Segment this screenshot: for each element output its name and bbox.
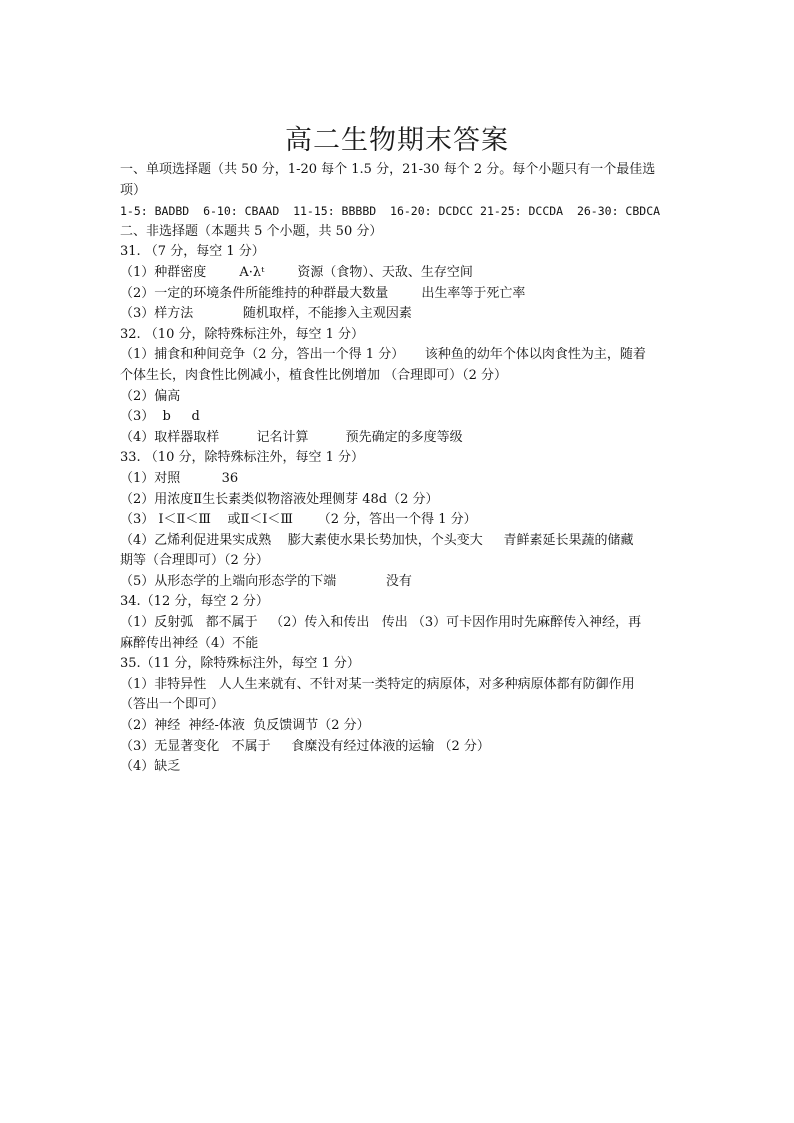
q32-header: 32. （10 分，除特殊标注外，每空 1 分）	[120, 326, 365, 342]
q35-answer-1: （1）非特异性 人人生来就有、不针对某一类特定的病原体，对多种病原体都有防御作用	[120, 676, 635, 692]
q32-answer-4: （4）取样器取样 记名计算 预先确定的多度等级	[120, 429, 463, 445]
q33-answer-2: （2）用浓度Ⅱ生长素类似物溶液处理侧芽 48d（2 分）	[120, 491, 439, 507]
q34-header: 34.（12 分，每空 2 分）	[120, 594, 269, 610]
q35-header: 35.（11 分，除特殊标注外，每空 1 分）	[120, 656, 360, 672]
q32-answer-1: （1）捕食和种间竞争（2 分，答出一个得 1 分） 该种鱼的幼年个体以肉食性为主，随着	[120, 347, 646, 363]
q33-answer-4: （4）乙烯利促进果实成熟 膨大素使水果长势加快，个头变大 青鲜素延长果蔬的储藏	[120, 532, 634, 548]
q31-header: 31. （7 分，每空 1 分）	[120, 244, 265, 260]
q32-answer-1-cont: 个体生长，肉食性比例减小，植食性比例增加 （合理即可）（2 分）	[120, 367, 508, 383]
q35-answer-2: （2）神经 神经-体液 负反馈调节（2 分）	[120, 718, 370, 734]
q31-answer-3: （3）样方法 随机取样，不能掺入主观因素	[120, 306, 412, 322]
q34-answer-1-cont: 麻醉传出神经（4）不能	[120, 635, 259, 651]
answer-content	[120, 160, 680, 778]
q35-answer-1-cont: （答出一个即可）	[120, 697, 225, 713]
q33-answer-4-cont: 期等（合理即可）（2 分）	[120, 553, 269, 569]
page-title: 高二生物期末答案	[285, 125, 509, 156]
q35-answer-4: （4）缺乏	[120, 759, 181, 775]
section1-heading-cont: 项）	[120, 182, 147, 198]
section2-heading: 二、非选择题（本题共 5 个小题，共 50 分）	[120, 223, 383, 239]
q33-answer-3: （3） Ⅰ＜Ⅱ＜Ⅲ 或Ⅱ＜Ⅰ＜Ⅲ （2 分，答出一个得 1 分）	[120, 512, 477, 528]
q32-answer-2: （2）偏高	[120, 388, 181, 404]
q33-answer-5: （5）从形态学的上端向形态学的下端 没有	[120, 573, 412, 589]
q33-answer-1: （1）对照 36	[120, 470, 239, 486]
q35-answer-3: （3）无显著变化 不属于 食糜没有经过体液的运输 （2 分）	[120, 738, 490, 754]
q31-answer-2: （2）一定的环境条件所能维持的种群最大数量 出生率等于死亡率	[120, 285, 526, 301]
mc-answers: 1-5: BADBD 6-10: CBAAD 11-15: BBBBD 16-20: DCDCC 21-25: DCCDA 26-30: CBDCA	[120, 204, 661, 219]
q32-answer-3: （3） b d	[120, 409, 200, 425]
q33-header: 33. （10 分，除特殊标注外，每空 1 分）	[120, 450, 365, 466]
q31-answer-1: （1）种群密度 A·λᵗ 资源（食物）、天敌、生存空间	[120, 264, 473, 280]
section1-heading: 一、单项选择题（共 50 分，1-20 每个 1.5 分，21-30 每个 2 分。每个小题只有一个最佳选	[120, 162, 656, 177]
q34-answer-1: （1）反射弧 都不属于 （2）传入和传出 传出 （3）可卡因作用时先麻醉传入神经，再	[120, 615, 642, 631]
